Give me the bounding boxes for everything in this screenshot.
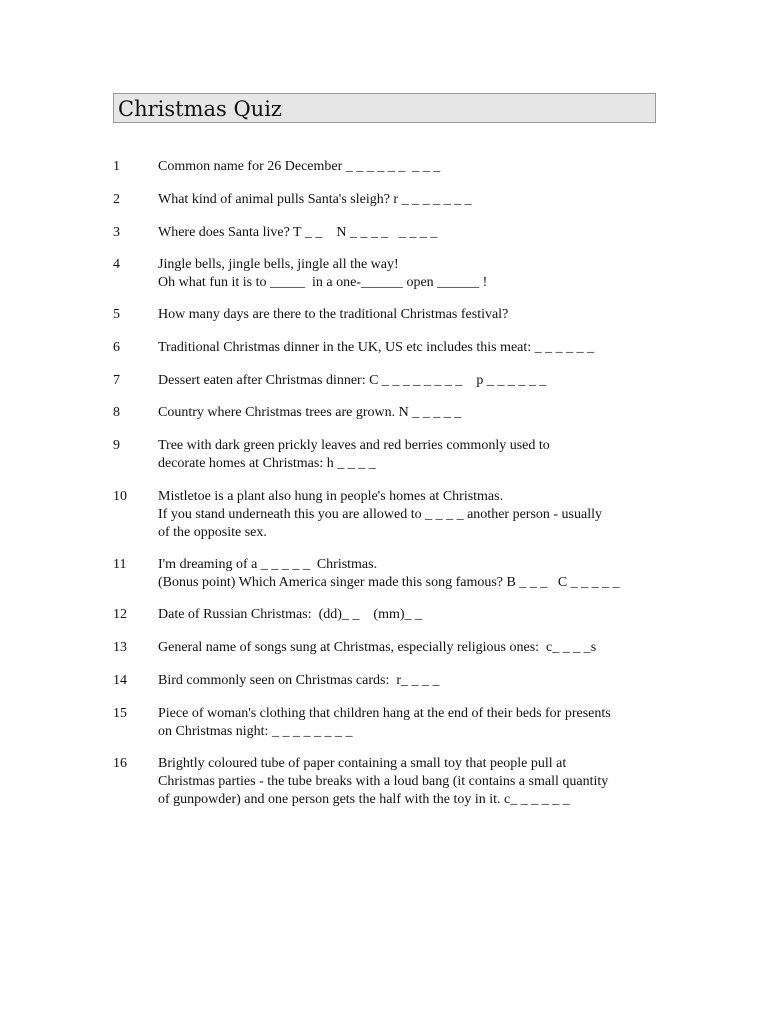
question-text (158, 339, 663, 357)
question-number: 1 (113, 159, 120, 174)
question-number: 9 (113, 438, 120, 453)
question-text (158, 224, 663, 242)
question-line: What kind of animal pulls Santa's sleigh? r _ _ _ _ _ _ _ (158, 192, 472, 207)
question-line: If you stand underneath this you are allowed to _ _ _ _ another person - usually (158, 507, 603, 522)
question-line: General name of songs sung at Christmas, especially religious ones: c_ _ _ _s (158, 640, 597, 655)
question-line: Bird commonly seen on Christmas cards: r_ _ _ _ (158, 673, 440, 688)
question-number: 3 (113, 225, 120, 240)
page-title: Christmas Quiz (118, 97, 282, 121)
question-line: Where does Santa live? T _ _ N _ _ _ _ _ _ _ _ (158, 225, 438, 240)
question-number: 15 (113, 706, 127, 721)
question-number: 7 (113, 373, 120, 388)
question-text (158, 158, 663, 176)
question-line: Brightly coloured tube of paper containing a small toy that people pull at (158, 756, 567, 771)
question-line: on Christmas night: _ _ _ _ _ _ _ _ (158, 724, 353, 739)
question-text (158, 437, 663, 473)
question-number: 14 (113, 673, 127, 688)
question-line: I'm dreaming of a _ _ _ _ _ Christmas. (158, 557, 378, 572)
question-text (158, 372, 663, 390)
question-text (158, 488, 663, 542)
question-text (158, 606, 663, 624)
question-line: Dessert eaten after Christmas dinner: C _ _ _ _ _ _ _ _ p _ _ _ _ _ _ (158, 373, 547, 388)
question-line: Christmas parties - the tube breaks with a loud bang (it contains a small quantity (158, 774, 609, 789)
question-line: Traditional Christmas dinner in the UK, US etc includes this meat: _ _ _ _ _ _ (158, 340, 595, 355)
question-number: 13 (113, 640, 127, 655)
question-text (158, 556, 663, 592)
question-number: 4 (113, 257, 120, 272)
question-text (158, 191, 663, 209)
question-text (158, 256, 663, 292)
question-line: Date of Russian Christmas: (dd)_ _ (mm)_ _ (158, 607, 423, 622)
question-line: of the opposite sex. (158, 525, 267, 540)
question-line: Piece of woman's clothing that children hang at the end of their beds for presents (158, 706, 611, 721)
question-line: Country where Christmas trees are grown. N _ _ _ _ _ (158, 405, 462, 420)
question-text (158, 306, 663, 324)
question-text (158, 672, 663, 690)
question-line: Tree with dark green prickly leaves and red berries commonly used to (158, 438, 550, 453)
question-line: Jingle bells, jingle bells, jingle all the way! (158, 257, 399, 272)
question-number: 2 (113, 192, 120, 207)
question-number: 6 (113, 340, 120, 355)
question-text (158, 755, 663, 809)
question-text (158, 404, 663, 422)
question-line: decorate homes at Christmas: h _ _ _ _ (158, 456, 376, 471)
question-number: 10 (113, 489, 127, 504)
question-number: 12 (113, 607, 127, 622)
question-number: 8 (113, 405, 120, 420)
question-number: 16 (113, 756, 127, 771)
question-line: How many days are there to the traditional Christmas festival? (158, 307, 509, 322)
question-number: 11 (113, 557, 127, 572)
question-text (158, 639, 663, 657)
question-line: (Bonus point) Which America singer made this song famous? B _ _ _ C _ _ _ _ _ (158, 575, 620, 590)
question-line: Mistletoe is a plant also hung in people's homes at Christmas. (158, 489, 504, 504)
question-line: Oh what fun it is to _____ in a one-______ open ______ ! (158, 275, 488, 290)
question-line: of gunpowder) and one person gets the half with the toy in it. c_ _ _ _ _ _ (158, 792, 570, 807)
question-line: Common name for 26 December _ _ _ _ _ _ _ _ _ (158, 159, 441, 174)
question-text (158, 705, 663, 741)
title-bar (113, 93, 656, 123)
question-number: 5 (113, 307, 120, 322)
